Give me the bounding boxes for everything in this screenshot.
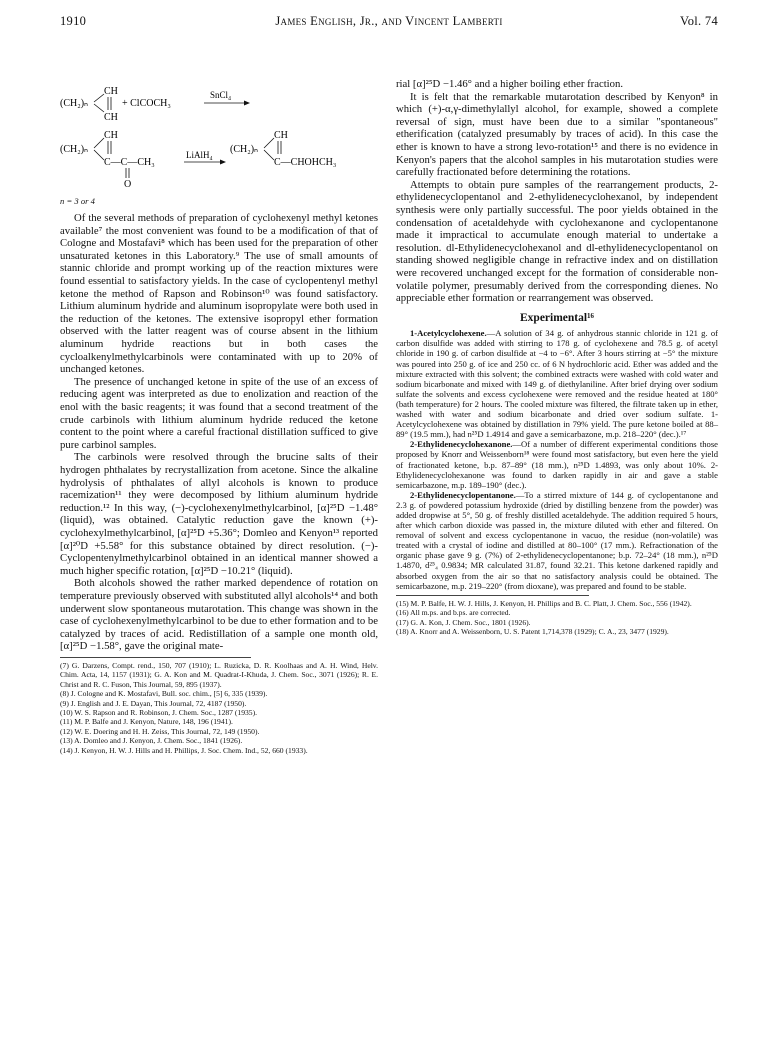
experimental-3	[396, 490, 718, 591]
catalyst-label: SnCl₄	[210, 90, 232, 100]
ch-top-label: CH	[104, 86, 118, 97]
right-paragraph-3: Attempts to obtain pure samples of the rearrangement products, 2-ethylidenecyclopentanol and 2-ethylidenecyclohexanol, by independent synthesis were only partially successful. The poor yields obtained in the condensation of acetaldehyde with cyclohexanone and cyclopentanone made it impractical to accumulate enough material to undertake a resolution. dl-Ethylidenecyclohexanol and dl-ethylidenecyclopentanol on standing showed negligible change in refractive index and on distillation were recovered unchanged except for the formation of considerable non-volatile polymer, presumably derived from the corresponding dienes. No appreciable ether formation or rearrangement was observed.	[396, 178, 718, 305]
footnote-10: (10) W. S. Rapson and R. Robinson, J. Chem. Soc., 1287 (1935).	[60, 707, 258, 717]
arrow-1-head	[244, 101, 250, 106]
ring-bond-3b	[264, 150, 274, 160]
ring-bond-2a	[94, 138, 104, 148]
volume-label: Vol. 74	[680, 14, 718, 28]
experimental-2-body: —Of a number of different experimental conditions those proposed by Knorr and Weissenborn¹⁸ were found most satisfactory, but even here the yield of fractionated ketone, b.p. 87–89° (18 mm.), n²⁵D 1.4893, was only about 10%. 2-Ethylidenecyclohexanone was found to darken rapidly in air and gave a stable semicarbazone, m.p. 189–190° (dec.).	[396, 439, 718, 490]
left-paragraph-4: Both alcohols showed the rather marked dependence of rotation on temperature previously observed with substituted allyl alcohols¹⁴ and both underwent slow spontaneous mutarotation. This change was shown in the case of cyclohexenylmethylcarbinol to be due to ether formation and to be catalyzed by traces of acid. Redistillation of a sample one month old, [α]²⁵D −1.58°, gave the original mate-	[60, 577, 378, 653]
page-number: 1910	[60, 14, 87, 28]
experimental-1	[396, 328, 718, 439]
right-paragraph-2: It is felt that the remarkable mutarotation described by Kenyon⁸ in which (+)-α,γ-dimethylallyl alcohol, for example, showed a complete reversal of sign, must have been due to a similar "spontaneous" etherification (catalyzed presumably by traces of acid). In this case the ether is known to have a strong levo-rotation¹⁵ and there is no evidence in Kenyon's papers that the alcohol samples in his mutarotation studies were carefully fractionated before determining the rotations.	[396, 90, 718, 179]
acetyl-chloride-label: + ClCOCH₃	[122, 98, 171, 109]
footnote-18: (18) A. Knorr and A. Weissenborn, U. S. Patent 1,714,378 (1929); C. A., 23, 3477 (1929).	[396, 626, 669, 636]
footnote-15: (15) M. P. Balfe, H. W. J. Hills, J. Kenyon, H. Phillips and B. C. Platt, J. Chem. Soc., 556 (1942).	[396, 598, 692, 608]
footnote-11: (11) M. P. Balfe and J. Kenyon, Nature, 148, 196 (1941).	[60, 717, 233, 727]
experimental-1-title: 1-Acetylcyclohexene.	[410, 328, 487, 339]
ketone-group-label: C—C—CH₃	[104, 157, 155, 168]
left-paragraph-1: Of the several methods of preparation of cyclohexenyl methyl ketones available⁷ the most convenient was found to be a modification of that of Cologne and Mostafavi⁸ which has been used for the preparation of other unsaturated ketones in this Laboratory.⁹ The use of small amounts of stannic chloride and prompt working up of the reaction mixtures were found essential to satisfactory yields. In the case of cyclopentenyl methyl ketone the method of Rapson and Robinson¹⁰ was found satisfactory. Lithium aluminum hydride and aluminum isopropylate were both used in the reduction of the ketones. The extensive isopropyl ether formation observed with the latter reagent was of course absent in the lithium aluminum hydride reactions but in both cases the cycloalkenylmethylcarbinols were contaminated with up to 20% of unchanged ketones.	[60, 212, 378, 376]
carbinol-group-label: C—CHOHCH₃	[274, 157, 337, 168]
footnote-12: (12) W. E. Doering and H. H. Zeiss, This Journal, 72, 149 (1950).	[60, 726, 260, 736]
left-paragraph-2: The presence of unchanged ketone in spite of the use of an excess of reducing agent was interpreted as due to enolization and reaction of the enol with the basic reagents; it was found that a second treatment of the crude carbinols with lithium aluminum hydride reduced the ketone content to the point where a careful fractional distillation sufficed to give pure carbinol samples.	[60, 375, 378, 451]
ring-label-1: (CH₂)ₙ	[60, 98, 89, 109]
right-footnotes	[396, 599, 718, 637]
reaction-scheme-drawing	[60, 86, 378, 198]
footnote-13: (13) A. Domleo and J. Kenyon, J. Chem. Soc., 1841 (1926).	[60, 736, 243, 746]
ch-top-label-2: CH	[104, 130, 118, 141]
ring-label-2: (CH₂)ₙ	[60, 144, 89, 155]
left-footnotes	[60, 661, 378, 755]
ring-bond-2b	[94, 150, 104, 160]
experimental-3-body: —To a stirred mixture of 144 g. of cyclopentanone and 2.3 g. of powdered potassium hydroxide (dried by distilling benzene from the powder) was added dropwise at 5°, 50 g. of freshly distilled acetaldehyde. The addition required 5 hours, after which carbon dioxide was passed in, the mixture diluted with ether and filtered. On removal of solvent and excess cyclopentanone in vacuo, the residue (non-volatile) was treated with a crystal of iodine and distilled at 80–100° (17 mm.). Refractionation of the organic phase gave 9 g. (7%) of 2-ethylidenecyclopentanone; b.p. 72–24° (18 mm.), n²⁵D 1.4870, d²⁵₄ 0.9834; MR calculated 31.87, found 32.21. This ketone darkened rapidly and absorbed oxygen from the air so that no satisfactory analysis could be obtained. The semicarbazone, m.p. 219–220° (from dioxane), was prepared and found to be stable.	[396, 489, 718, 591]
carbonyl-oxygen: O	[124, 179, 132, 190]
page-header	[60, 14, 718, 32]
right-paragraph-1: rial [α]²⁵D −1.46° and a higher boiling ether fraction.	[396, 78, 624, 90]
experimental-heading: Experimental¹⁶	[520, 311, 594, 324]
ch-top-label-3: CH	[274, 130, 288, 141]
experimental-2-title: 2-Ethylidenecyclohexanone.	[410, 439, 513, 450]
running-title: James English, Jr., and Vincent Lamberti	[275, 14, 503, 28]
footnote-17: (17) G. A. Kon, J. Chem. Soc., 1801 (1926).	[396, 617, 531, 627]
ring-bond-3a	[264, 138, 274, 148]
reductant-label: LiAlH₄	[186, 150, 213, 160]
reaction-scheme	[60, 86, 378, 198]
ring-label-3: (CH₂)ₙ	[230, 144, 259, 155]
footnote-8: (8) J. Cologne and K. Mostafavi, Bull. soc. chim., [5] 6, 335 (1939).	[60, 689, 268, 699]
experimental-1-body: —A solution of 34 g. of anhydrous stannic chloride in 121 g. of carbon disulfide was added with stirring to 178 g. of cyclohexene and 78.5 g. of acetyl chloride in 190 g. of carbon disulfide at −4 to −6°. After 3 hours stirring at −5° the mixture was poured into 250 g. of ice and 250 cc. of 6 N hydrochloric acid. Ether was added and the mixture extracted with this solvent; the combined extracts were washed with cold water and sodium bicarbonate and mixed with 149 g. of diethylaniline. After brief drying over sodium sulfate the solvents and excess cyclohexene were removed and the residue heated at 180° (bath temperature) for 2 hours. The cooled mixture was filtered, the filtrate taken up in ether, washed with water and sodium bicarbonate and dried over sodium sulfate. 1-Acetylcyclohexene was obtained by distillation in 79% yield. The pure ketone boiled at 88–89° (19.5 mm.), had n²⁵D 1.4914 and gave a semicarbazone, m.p. 218–220° (dec.).¹⁷	[396, 328, 718, 440]
experimental-3-title: 2-Ethylidenecyclopentanone.	[410, 489, 516, 500]
experimental-2	[396, 439, 718, 489]
footnote-16: (16) All m.ps. and b.ps. are corrected.	[396, 608, 511, 618]
ring-bond-1a	[94, 94, 104, 102]
footnote-9: (9) J. English and J. E. Dayan, This Journal, 72, 4187 (1950).	[60, 698, 247, 708]
left-paragraph-3: The carbinols were resolved through the brucine salts of their hydrogen phthalates by recrystallization from acetone. Since the alkaline hydrolysis of phthalates of allyl alcohols is known to produce racemization¹¹ they were decomposed by lithium aluminum hydride reduction.¹² In this way, (−)-cyclohexenylmethylcarbinol, [α]²⁵D −1.48° (liquid), was obtained. Catalytic reduction gave the known (+)-cyclohexylmethylcarbinol, [α]²⁵D +5.36°; Domleo and Kenyon¹³ reported [α]²⁰D +5.58° for this substance obtained by direct resolution. (−)-Cyclopentenylmethylcarbinol obtained in an identical manner showed a much higher specific rotation, [α]²⁵D −10.21° (liquid).	[60, 451, 378, 577]
footnote-7: (7) G. Darzens, Compt. rend., 150, 707 (1910); L. Ruzicka, D. R. Koolhaas and A. H. Wind, Helv. Chim. Acta, 14, 1157 (1931); G. A. Kon and M. Quadrat-I-Khuda, J. Chem. Soc., 3071 (1926); R. E. Christ and R. C. Fuson, This Journal, 59, 895 (1937).	[60, 660, 378, 689]
ring-bond-1b	[94, 104, 104, 112]
footnote-14: (14) J. Kenyon, H. W. J. Hills and H. Phillips, J. Soc. Chem. Ind., 52, 660 (1933).	[60, 745, 308, 755]
right-column	[396, 78, 718, 636]
n-note: n = 3 or 4	[60, 196, 95, 206]
ch-bottom-label: CH	[104, 112, 118, 123]
arrow-2-head	[220, 160, 226, 165]
left-column	[60, 196, 378, 755]
